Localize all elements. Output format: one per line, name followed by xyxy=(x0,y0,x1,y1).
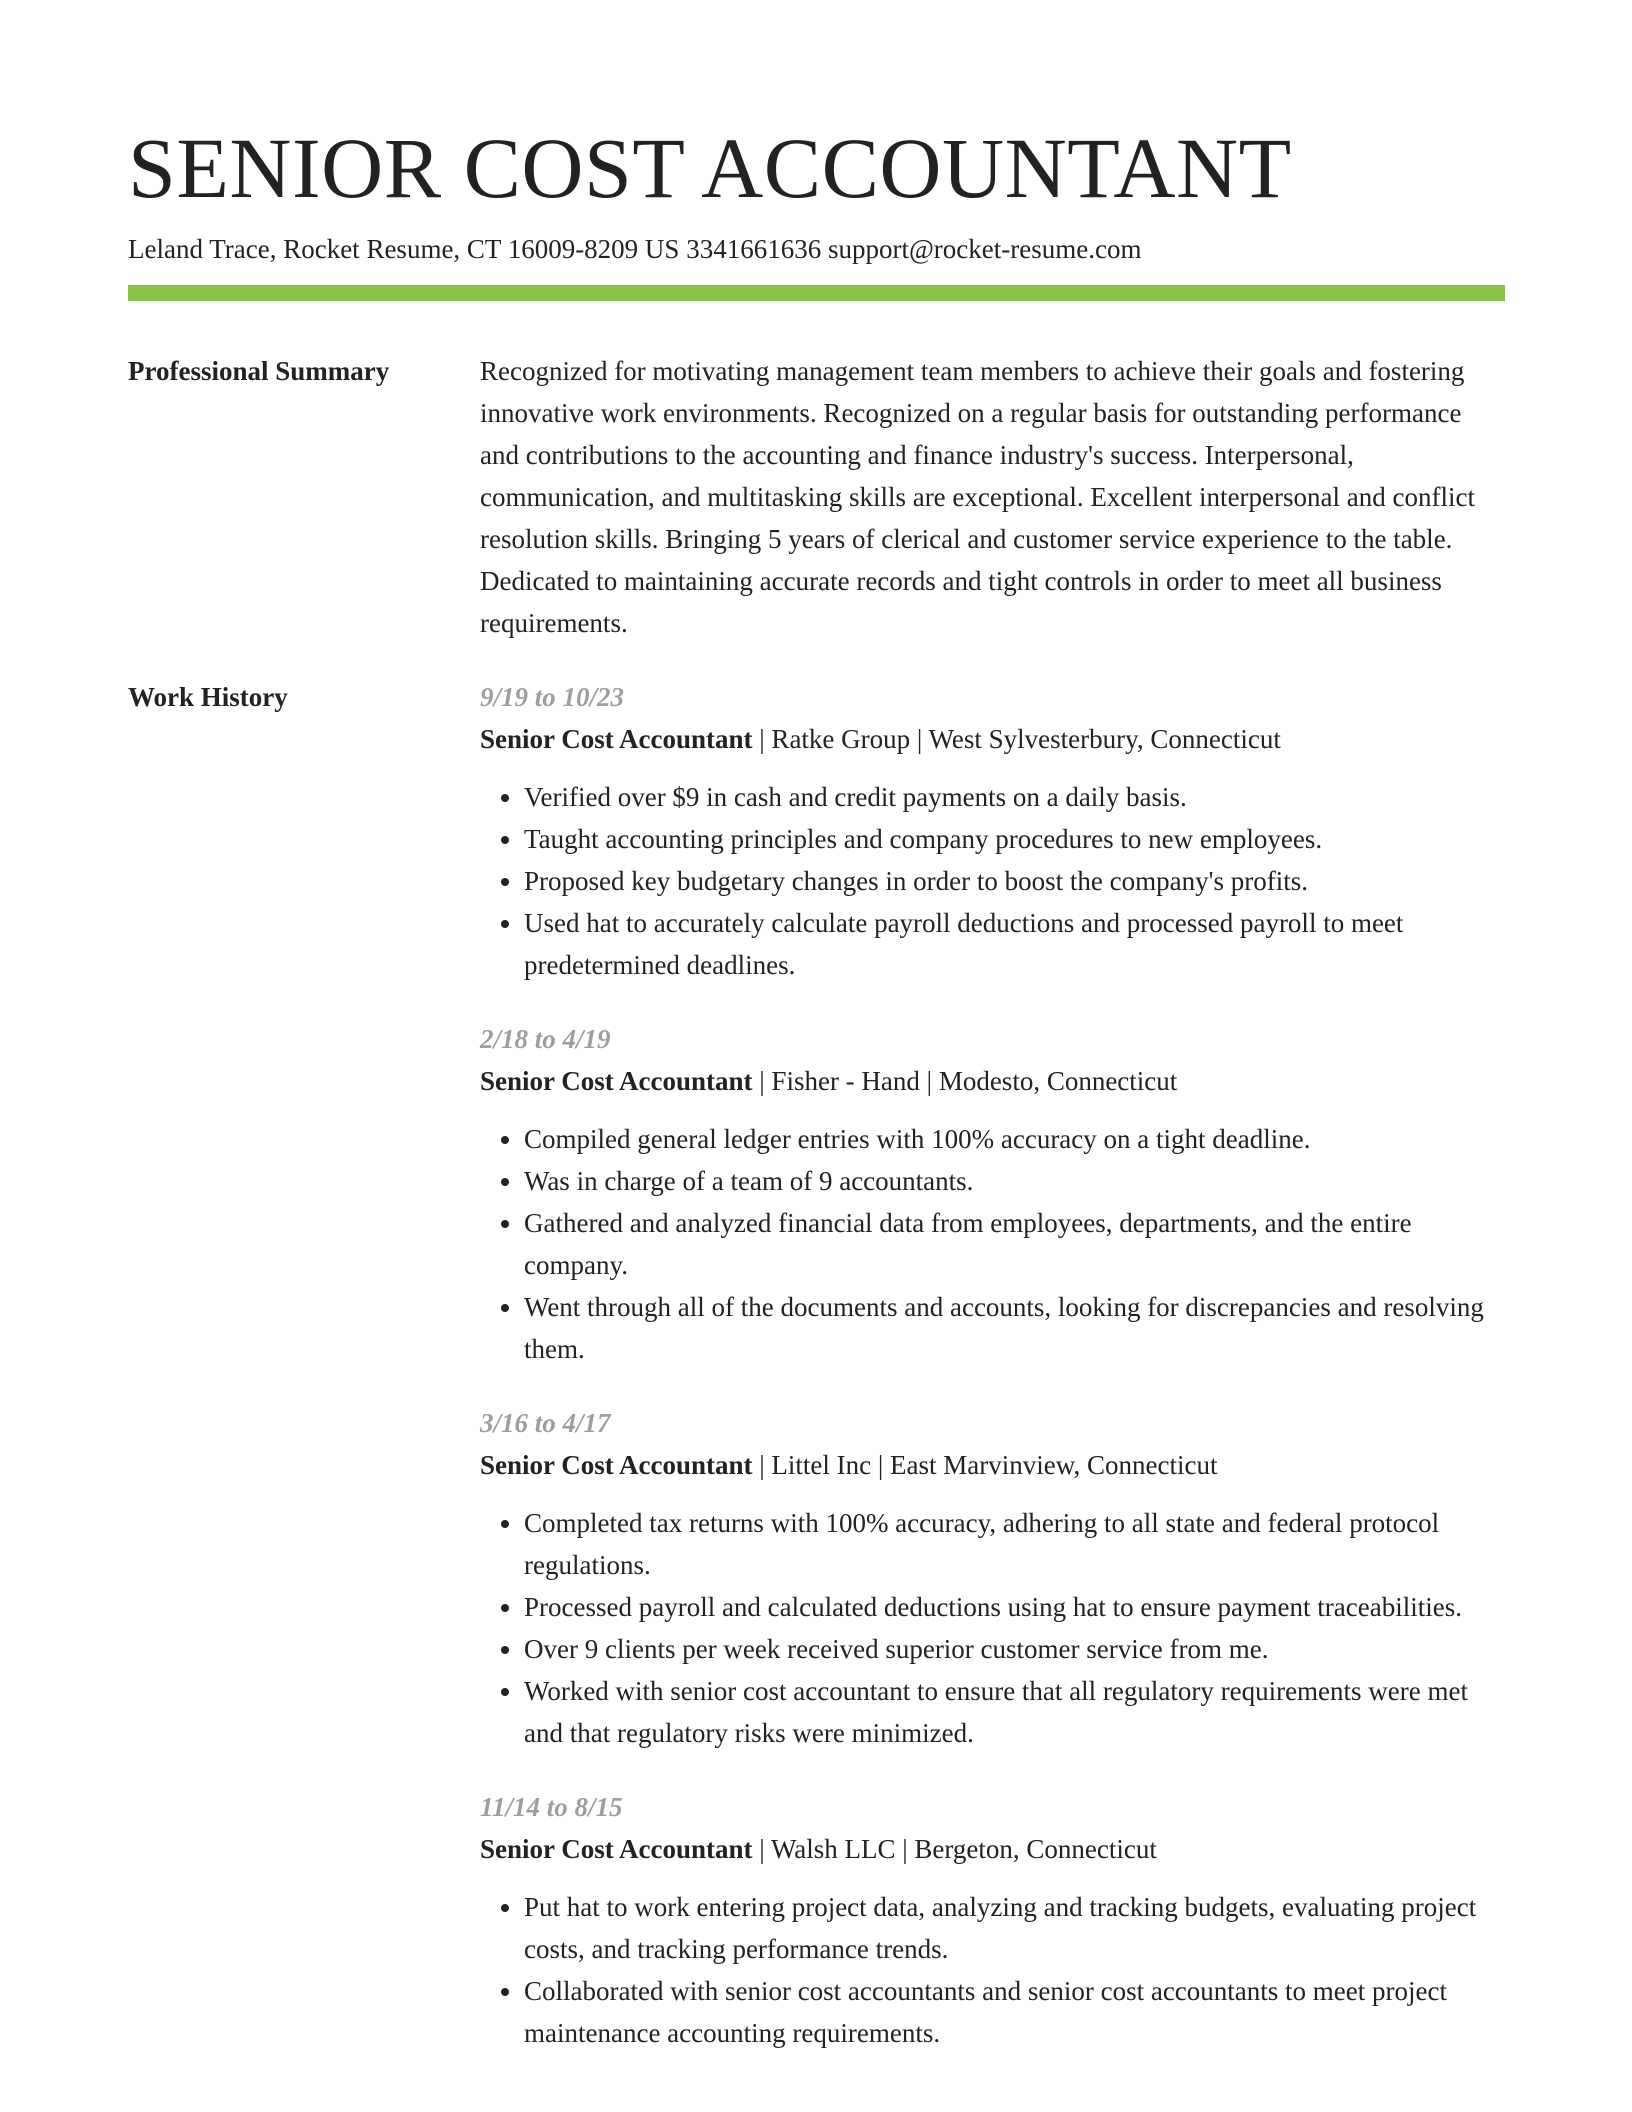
job-entry xyxy=(480,1786,1505,2054)
job-bullets xyxy=(480,776,1505,986)
job-details: | Ratke Group | West Sylvesterbury, Connecticut xyxy=(752,724,1281,754)
job-role: Senior Cost Accountant xyxy=(480,1834,753,1864)
job-bullet: • Verified over $9 in cash and credit payments on a daily basis. xyxy=(524,776,1505,818)
job-bullets xyxy=(480,1118,1505,1370)
job-role: Senior Cost Accountant xyxy=(480,724,753,754)
job-bullet: • Collaborated with senior cost accountants and senior cost accountants to meet project maintenance accounting requirements. xyxy=(524,1970,1505,2054)
job-details: | Littel Inc | East Marvinview, Connecticut xyxy=(752,1450,1218,1480)
contact-line: Leland Trace, Rocket Resume, CT 16009-8209 US 3341661636 support@rocket-resume.com xyxy=(128,234,1142,264)
job-entry xyxy=(480,1402,1505,1754)
job-role: Senior Cost Accountant xyxy=(480,1066,753,1096)
summary-text: Recognized for motivating management team members to achieve their goals and fostering innovative work environments. Recognized on a regular basis for outstanding performance and contributions to the accounting and finance industry's success. Interpersonal, communication, and multitasking skills are exceptional. Excellent interpersonal and conflict resolution skills. Bringing 5 years of clerical and customer service experience to the table. Dedicated to maintaining accurate records and tight controls in order to meet all business requirements. xyxy=(480,356,1475,638)
work-history-body xyxy=(480,676,1505,2086)
job-bullet: • Was in charge of a team of 9 accountants. xyxy=(524,1160,1505,1202)
job-heading xyxy=(480,1828,1505,1870)
summary-label: Professional Summary xyxy=(128,356,390,386)
job-dates: 2/18 to 4/19 xyxy=(480,1024,611,1054)
job-heading xyxy=(480,1444,1505,1486)
job-bullet: • Gathered and analyzed financial data from employees, departments, and the entire company. xyxy=(524,1202,1505,1286)
job-heading xyxy=(480,1060,1505,1102)
job-entry xyxy=(480,676,1505,986)
job-bullet: • Used hat to accurately calculate payroll deductions and processed payroll to meet predetermined deadlines. xyxy=(524,902,1505,986)
job-bullet: • Worked with senior cost accountant to ensure that all regulatory requirements were met and that regulatory risks were minimized. xyxy=(524,1670,1505,1754)
job-heading xyxy=(480,718,1505,760)
job-bullet: • Put hat to work entering project data, analyzing and tracking budgets, evaluating project costs, and tracking performance trends. xyxy=(524,1886,1505,1970)
job-details: | Fisher - Hand | Modesto, Connecticut xyxy=(752,1066,1178,1096)
job-bullet: • Processed payroll and calculated deductions using hat to ensure payment traceabilities. xyxy=(524,1586,1505,1628)
job-details: | Walsh LLC | Bergeton, Connecticut xyxy=(752,1834,1157,1864)
job-dates: 3/16 to 4/17 xyxy=(480,1408,611,1438)
job-bullet: • Proposed key budgetary changes in order to boost the company's profits. xyxy=(524,860,1505,902)
summary-body xyxy=(480,350,1505,644)
job-role: Senior Cost Accountant xyxy=(480,1450,753,1480)
job-bullet: • Taught accounting principles and company procedures to new employees. xyxy=(524,818,1505,860)
job-entry xyxy=(480,1018,1505,1370)
job-bullets xyxy=(480,1502,1505,1754)
job-bullet: • Over 9 clients per week received superior customer service from me. xyxy=(524,1628,1505,1670)
work-history-label: Work History xyxy=(128,682,288,712)
job-bullet: • Completed tax returns with 100% accuracy, adhering to all state and federal protocol regulations. xyxy=(524,1502,1505,1586)
job-dates: 11/14 to 8/15 xyxy=(480,1792,623,1822)
accent-divider xyxy=(128,285,1505,301)
job-bullet: • Went through all of the documents and accounts, looking for discrepancies and resolving them. xyxy=(524,1286,1505,1370)
job-dates: 9/19 to 10/23 xyxy=(480,682,625,712)
job-bullets xyxy=(480,1886,1505,2054)
job-bullet: • Compiled general ledger entries with 100% accuracy on a tight deadline. xyxy=(524,1118,1505,1160)
resume-title: SENIOR COST ACCOUNTANT xyxy=(128,120,1292,216)
